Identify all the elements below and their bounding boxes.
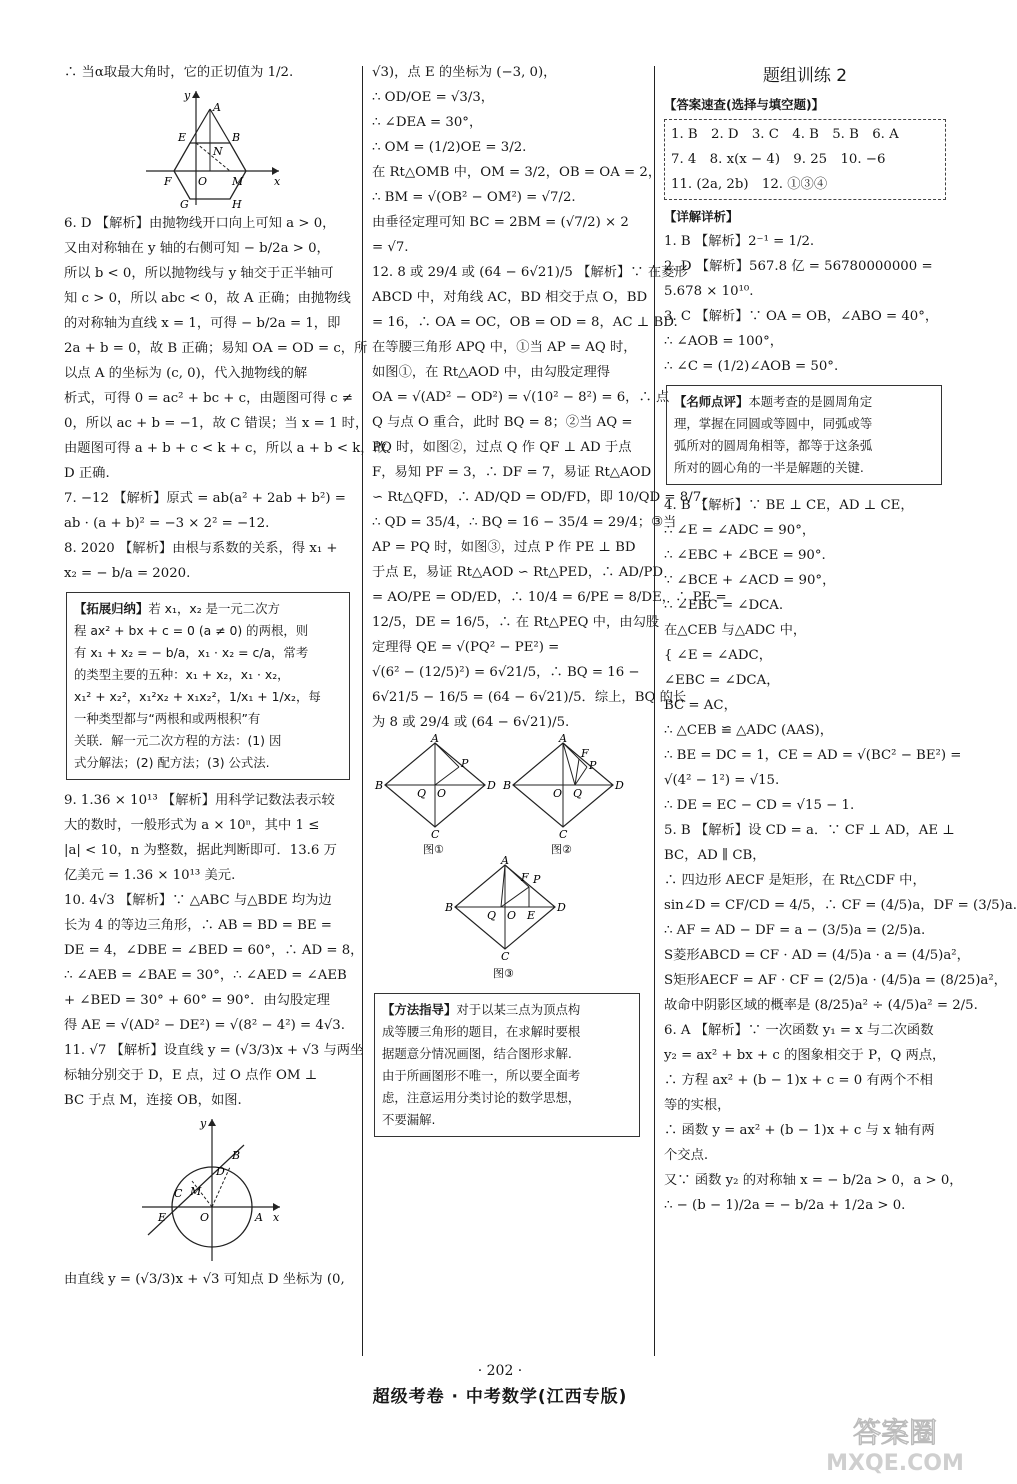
rhombus-figures — [375, 732, 641, 987]
fig3-3-label-E: E — [527, 909, 536, 922]
text-line: 1. B 2. D 3. C 4. B 5. B 6. A — [671, 127, 899, 142]
text-line: 由直线 y = (√3/3)x + √3 可知点 D 坐标为 (0, — [64, 1272, 345, 1287]
text-line: 8. 2020 【解析】由根与系数的关系，得 x₁ + — [64, 541, 338, 556]
column-divider-2 — [654, 66, 655, 1356]
text-line: PQ 时，如图②，过点 Q 作 QF ⊥ AD 于点 — [372, 440, 632, 455]
text-line: √(4² − 1²) = √15. — [664, 773, 780, 788]
tip-box-title: 【拓展归纳】 — [74, 601, 149, 616]
text-line: 11. (2a, 2b) 12. ①③④ — [671, 177, 828, 192]
text-line: DE = 4，∠DBE = ∠BED = 60°，∴ AD = 8， — [64, 943, 364, 958]
fig1-label-H: H — [232, 198, 242, 211]
text-line: ∴ ∠DEA = 30°， — [372, 115, 483, 130]
fig3-2-label-D: D — [615, 779, 624, 792]
text-line: ∴ 方程 ax² + (b − 1)x + c = 0 有两个不相 — [664, 1073, 933, 1088]
text-line: ∴ 当α取最大角时，它的正切值为 1/2. — [64, 65, 294, 80]
fig3-2-label-C: C — [559, 828, 568, 841]
text-line: 在 Rt△OMB 中，OM = 3/2，OB = OA = 2， — [372, 165, 662, 180]
fig1-label-E: E — [178, 131, 187, 144]
text-line: S矩形AECF = AF · CF = (2/5)a · (4/5)a = (8/25)a²， — [664, 973, 1007, 988]
watermark-bottom: MXQE.COM — [826, 1451, 964, 1476]
fig1-label-O: O — [198, 175, 208, 188]
text-line: OA = √(AD² − OD²) = √(10² − 8²) = 6，∴ 点 — [372, 390, 670, 405]
text-line: ∴ 四边形 AECF 是矩形，在 Rt△CDF 中， — [664, 873, 926, 888]
text-line: √3)，点 E 的坐标为 (−3, 0)， — [372, 65, 557, 80]
text-line: y₂ = ax² + bx + c 的图象相交于 P，Q 两点， — [664, 1048, 946, 1063]
text-block — [64, 788, 364, 1113]
fig2-label-E: E — [158, 1211, 167, 1224]
text-line: 长为 4 的等边三角形，∴ AB = BD = BE = — [64, 918, 332, 933]
fig3-3-label-P: P — [533, 873, 541, 886]
fig1-label-y: y — [184, 89, 191, 102]
text-line: ∴ 函数 y = ax² + (b − 1)x + c 与 x 轴有两 — [664, 1123, 935, 1138]
rhombus-figure-1 — [374, 732, 496, 856]
text-line: 得 AE = √(AD² − DE²) = √(8² − 4²) = 4√3. — [64, 1018, 345, 1033]
text-block — [64, 211, 387, 586]
tip-box-review — [666, 385, 942, 485]
text-line: ∠EBC = ∠DCA， — [664, 673, 780, 688]
text-line: 知 c > 0，所以 abc < 0，故 A 正确；由抛物线 — [64, 291, 351, 306]
watermark-logo — [800, 1410, 990, 1476]
text-line: 故命中阴影区域的概率是 (8/25)a² ÷ (4/5)a² = 2/5. — [664, 998, 978, 1013]
book-title: 超级考卷 · 中考数学(江西专版) — [372, 1387, 628, 1407]
column-divider-1 — [362, 66, 363, 1356]
fig1-label-M: M — [232, 175, 244, 188]
text-line: 1. B 【解析】2⁻¹ = 1/2. — [664, 234, 815, 249]
fig3-3-label-B: B — [445, 901, 454, 914]
watermark-top: 答案圈 — [852, 1416, 938, 1449]
text-line: 12/5，DE = 16/5，∴ 在 Rt△PEQ 中，由勾股 — [372, 615, 660, 630]
text-line: 在△CEB 与△ADC 中， — [664, 623, 807, 638]
caption-figure-1: 图① — [423, 843, 444, 856]
text-line: 7. −12 【解析】原式 = ab(a² + 2ab + b²) = — [64, 491, 346, 506]
text-line: ∴ ∠AOB = 100°， — [664, 334, 784, 349]
text-line: ∴ OM = (1/2)OE = 3/2. — [372, 140, 527, 155]
page-number: · 202 · — [477, 1363, 523, 1379]
fig3-2-label-O: O — [553, 787, 563, 800]
text-line: 10. 4√3 【解析】∵ △ABC 与△BDE 均为边 — [64, 893, 332, 908]
text-line: ∴ ∠EBC = ∠DCA. — [664, 598, 784, 613]
text-line: 所以 b < 0，所以抛物线与 y 轴交于正半轴可 — [64, 266, 334, 281]
text-line: 5. B 【解析】设 CD = a．∵ CF ⊥ AD，AE ⊥ — [664, 823, 955, 838]
text-line: 由垂径定理可知 BC = 2BM = (√7/2) × 2 — [372, 215, 629, 230]
fig1-label-x: x — [274, 175, 281, 188]
tip-box-line: 有 x₁ + x₂ = − b/a，x₁ · x₂ = c/a，常考 — [74, 645, 309, 660]
text-line: 2a + b = 0，故 B 正确；易知 OA = OD = c，所 — [64, 341, 368, 356]
text-line: 4. B 【解析】∵ BE ⊥ CE，AD ⊥ CE， — [664, 498, 914, 513]
fig3-3-label-D: D — [557, 901, 566, 914]
text-line: 以点 A 的坐标为 (c, 0)，代入抛物线的解 — [64, 366, 308, 381]
text-line: = AO/PE = OD/ED，∴ 10/4 = 6/PE = 8/DE，∴ PE = — [372, 590, 727, 605]
text-line: x₂ = − b/a = 2020. — [64, 566, 191, 581]
fig1-label-A: A — [213, 101, 221, 114]
text-line: ab · (a + b)² = −3 × 2² = −12. — [64, 516, 270, 531]
text-line: 6√21/5 − 16/5 = (64 − 6√21)/5．综上，BQ 的长 — [372, 690, 687, 705]
text-line: 大的数时，一般形式为 a × 10ⁿ，其中 1 ≤ — [64, 818, 320, 833]
text-line: 11. √7 【解析】设直线 y = (√3/3)x + √3 与两坐 — [64, 1043, 364, 1058]
tip-box-line: 据题意分情况画图，结合图形求解. — [382, 1046, 572, 1061]
tip-box-line: 一种类型都与“两根和或两根积”有 — [74, 711, 261, 726]
fig2-label-x: x — [273, 1211, 280, 1224]
text-line: 于点 E，易证 Rt△AOD ∽ Rt△PED，∴ AD/PD — [372, 565, 664, 580]
text-line: sin∠D = CF/CD = 4/5，∴ CF = (4/5)a，DF = (3/5)a. — [664, 898, 1017, 913]
text-line: = √7. — [372, 240, 409, 255]
tip-box-extension — [66, 592, 350, 780]
caption-figure-3: 图③ — [493, 967, 514, 980]
text-line: 又∵ 函数 y₂ 的对称轴 x = − b/2a > 0，a > 0， — [664, 1173, 963, 1188]
fig3-2-label-F: F — [581, 747, 589, 760]
text-line: = 16，∴ OA = OC，OB = OD = 8，AC ⊥ BD. — [372, 315, 678, 330]
text-line: 3. C 【解析】∵ OA = OB，∠ABO = 40°， — [664, 309, 939, 324]
text-block — [664, 229, 946, 379]
text-line: 如图①，在 Rt△AOD 中，由勾股定理得 — [372, 365, 611, 380]
text-line: 由题图可得 a + b + c < k + c，所以 a + b < k，故 — [64, 441, 387, 456]
text-line: 又由对称轴在 y 轴的右侧可知 − b/2a > 0， — [64, 241, 330, 256]
rhombus-figure-2 — [502, 732, 624, 856]
tip-box-line: 式分解法；(2) 配方法；(3) 公式法. — [74, 755, 270, 770]
text-block — [64, 1267, 354, 1292]
text-line: 6. D 【解析】由抛物线开口向上可知 a > 0， — [64, 216, 336, 231]
text-line: ∵ ∠BCE + ∠ACD = 90°， — [664, 573, 836, 588]
tip-box-title: 【名师点评】 — [674, 394, 749, 409]
fig2-label-C: C — [174, 1187, 183, 1200]
text-line: 个交点. — [664, 1148, 709, 1163]
text-line: 0，所以 ac + b = −1，故 C 错误；当 x = 1 时， — [64, 416, 369, 431]
text-line: 等的实根， — [664, 1098, 731, 1113]
text-line: 7. 4 8. x(x − 4) 9. 25 10. −6 — [671, 152, 886, 167]
tip-box-line: 虑，注意运用分类讨论的数学思想， — [382, 1090, 581, 1105]
fig3-2-label-B: B — [503, 779, 512, 792]
text-line: ∴ AF = AD − DF = a − (3/5)a = (2/5)a. — [664, 923, 926, 938]
text-line: 12. 8 或 29/4 或 (64 − 6√21)/5 【解析】∵ 在菱形 — [372, 265, 688, 280]
tip-box-line: 由于所画图形不唯一，所以要全面考 — [382, 1068, 581, 1083]
text-line: 的对称轴为直线 x = 1，可得 − b/2a = 1，即 — [64, 316, 341, 331]
text-line: 9. 1.36 × 10¹³ 【解析】用科学记数法表示较 — [64, 793, 335, 808]
text-line: D 正确. — [64, 466, 110, 481]
tip-box-title: 【方法指导】 — [382, 1002, 457, 1017]
section-title: 题组训练 2 — [762, 66, 848, 86]
text-line: ∽ Rt△QFD，∴ AD/QD = OD/FD，即 10/QD = 8/7， — [372, 490, 715, 505]
text-line: ∴ ∠AEB = ∠BAE = 30°，∴ ∠AED = ∠AEB — [64, 968, 347, 983]
detail-header: 【详解详析】 — [664, 209, 739, 224]
tip-box-method — [374, 993, 640, 1137]
fig3-3-label-C: C — [501, 950, 510, 963]
text-line: ∴ − (b − 1)/2a = − b/2a + 1/2a > 0. — [664, 1198, 906, 1213]
text-line: ∴ QD = 35/4，∴ BQ = 16 − 35/4 = 29/4；③当 — [372, 515, 677, 530]
text-line: 在等腰三角形 APQ 中，①当 AP = AQ 时， — [372, 340, 637, 355]
text-line: AP = PQ 时，如图③，过点 P 作 PE ⊥ BD — [372, 540, 636, 555]
text-line: BC = AC， — [664, 698, 737, 713]
fig1-label-B: B — [232, 131, 241, 144]
text-line: ∴ ∠C = (1/2)∠AOB = 50°. — [664, 359, 839, 374]
text-line: S菱形ABCD = CF · AD = (4/5)a · a = (4/5)a²， — [664, 948, 970, 963]
fig2-label-B: B — [232, 1149, 241, 1162]
text-line: ∴ OD/OE = √3/3， — [372, 90, 495, 105]
tip-box-line: 程 ax² + bx + c = 0 (a ≠ 0) 的两根，则 — [74, 623, 309, 638]
text-line: ABCD 中，对角线 AC，BD 相交于点 O，BD — [372, 290, 648, 305]
text-line: 2. D 【解析】567.8 亿 = 56780000000 = — [664, 259, 933, 274]
fig3-1-label-A: A — [431, 732, 439, 745]
fig3-3-label-O: O — [507, 909, 517, 922]
tip-box-line: 本题考查的是圆周角定 — [748, 394, 873, 409]
tip-box-line: x₁² + x₂²，x₁²x₂ + x₁x₂²，1/x₁ + 1/x₂，每 — [74, 689, 321, 704]
text-line: ∴ DE = EC − CD = √15 − 1. — [664, 798, 855, 813]
text-line: 析式，可得 0 = ac² + bc + c，由题图可得 c ≠ — [64, 391, 353, 406]
fig1-label-N: N — [213, 145, 223, 158]
text-line: ∴ ∠EBC + ∠BCE = 90°. — [664, 548, 826, 563]
tip-box-line: 的类型主要的五种：x₁ + x₂，x₁ · x₂， — [74, 667, 290, 682]
text-line: BC，AD ∥ CB， — [664, 848, 766, 863]
fig3-1-label-D: D — [487, 779, 496, 792]
fig1-label-G: G — [180, 198, 189, 211]
fig3-3-label-F: F — [521, 871, 529, 884]
rhombus-figure-3 — [444, 854, 566, 980]
fig3-3-label-A: A — [501, 854, 509, 867]
tip-box-line: 关联．解一元二次方程的方法：(1) 因 — [74, 733, 282, 748]
quick-answer-header: 【答案速查(选择与填空题)】 — [664, 97, 825, 112]
text-line: ∴ BE = DC = 1，CE = AD = √(BC² − BE²) = — [664, 748, 962, 763]
tip-box-line: 若 x₁，x₂ 是一元二次方 — [148, 601, 280, 616]
column-right — [664, 60, 1017, 1218]
text-line: ∴ BM = √(OB² − OM²) = √7/2. — [372, 190, 576, 205]
circle-figure — [134, 1115, 284, 1265]
fig3-3-label-Q: Q — [487, 909, 497, 922]
column-left — [64, 60, 387, 1292]
hexagon-figure — [134, 87, 284, 209]
text-line: 5.678 × 10¹⁰. — [664, 284, 754, 299]
text-line: 标轴分别交于 D，E 点，过 O 点作 OM ⊥ — [64, 1068, 318, 1083]
page-footer — [0, 1360, 1000, 1407]
fig3-1-label-Q: Q — [417, 787, 427, 800]
fig2-label-M: M — [190, 1185, 202, 1198]
caption-figure-2: 图② — [551, 843, 572, 856]
text-block — [664, 493, 1017, 1218]
fig3-2-label-Q: Q — [573, 787, 583, 800]
quick-answer-box — [664, 119, 946, 200]
fig2-label-A: A — [255, 1211, 263, 1224]
fig1-label-F: F — [164, 175, 172, 188]
text-line: 为 8 或 29/4 或 (64 − 6√21)/5. — [372, 715, 570, 730]
text-line: |a| < 10，n 为整数，据此判断即可．13.6 万 — [64, 843, 337, 858]
text-line: Q 与点 O 重合，此时 BQ = 8；②当 AQ = — [372, 415, 633, 430]
text-line: 6. A 【解析】∵ 一次函数 y₁ = x 与二次函数 — [664, 1023, 934, 1038]
fig3-1-label-P: P — [461, 757, 469, 770]
fig3-1-label-C: C — [431, 828, 440, 841]
text-line: + ∠BED = 30° + 60° = 90°．由勾股定理 — [64, 993, 330, 1008]
fig3-2-label-A: A — [559, 732, 567, 745]
tip-box-line: 弧所对的圆周角相等，都等于这条弧 — [674, 438, 873, 453]
text-line: √(6² − (12/5)²) = 6√21/5，∴ BQ = 16 − — [372, 665, 640, 680]
text-line: F，易知 PF = 3，∴ DF = 7，易证 Rt△AOD — [372, 465, 652, 480]
fig3-1-label-B: B — [375, 779, 384, 792]
text-line: BC 于点 M，连接 OB，如图. — [64, 1093, 242, 1108]
fig2-label-D: D — [216, 1165, 225, 1178]
tip-box-line: 成等腰三角形的题目，在求解时要根 — [382, 1024, 581, 1039]
text-line: 定理得 QE = √(PQ² − PE²) = — [372, 640, 560, 655]
tip-box-line: 所对的圆心角的一半是解题的关键. — [674, 460, 864, 475]
text-line: ∴ ∠E = ∠ADC = 90°， — [664, 523, 816, 538]
tip-box-line: 不要漏解. — [382, 1112, 436, 1127]
fig3-2-label-P: P — [589, 759, 597, 772]
fig2-label-y: y — [200, 1117, 207, 1130]
text-line: ∴ △CEB ≌ △ADC (AAS)， — [664, 723, 834, 738]
text-block — [64, 60, 354, 85]
fig2-label-O: O — [200, 1211, 210, 1224]
fig3-1-label-O: O — [437, 787, 447, 800]
tip-box-line: 对于以某三点为顶点构 — [456, 1002, 581, 1017]
text-line: { ∠E = ∠ADC， — [664, 648, 773, 663]
tip-box-line: 理，掌握在同圆或等圆中，同弧或等 — [674, 416, 873, 431]
text-line: 亿美元 = 1.36 × 10¹³ 美元. — [64, 868, 236, 883]
